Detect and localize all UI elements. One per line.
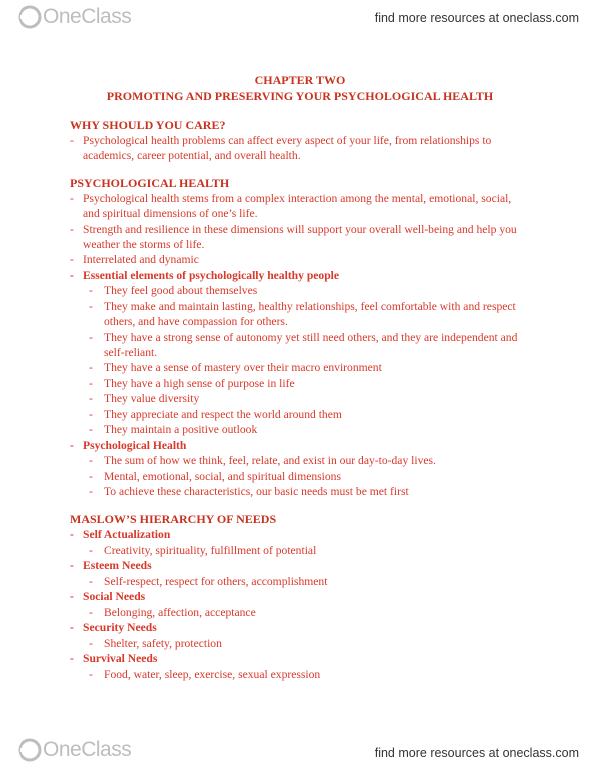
need-title-esteem: - Esteem Needs: [70, 559, 152, 573]
list-item: - Psychological health problems can affect every aspect of your life, from relationships to academics, career potential, and overall health.: [70, 134, 492, 163]
subheading-essential-elements: - Essential elements of psychologically healthy people: [70, 268, 340, 282]
need-title-security: - Security Needs: [70, 621, 157, 635]
chapter-subtitle: PROMOTING AND PRESERVING YOUR PSYCHOLOGICAL HEALTH: [106, 89, 494, 103]
document-body: [70, 72, 530, 682]
need-title-survival: - Survival Needs: [70, 652, 158, 666]
need-detail: - Belonging, affection, acceptance: [89, 605, 256, 619]
need-detail: - Creativity, spirituality, fulfillment of potential: [89, 543, 317, 557]
logo-text: OneClass: [43, 5, 132, 28]
oneclass-logo-footer[interactable]: [18, 738, 131, 762]
section-heading-psych-health: PSYCHOLOGICAL HEALTH: [70, 175, 230, 190]
list-item: - Strength and resilience in these dimensions will support your overall well-being and help you weather the storms of life.: [70, 222, 517, 252]
list-item: - Interrelated and dynamic: [70, 253, 199, 267]
list-item: - Psychological health stems from a complex interaction among the mental, emotional, social, and spiritual dimensions of one’s life.: [70, 191, 512, 221]
need-title-self-actualization: - Self Actualization: [70, 528, 171, 542]
oneclass-logo[interactable]: [18, 5, 131, 29]
sub-list-item: - They have a high sense of purpose in life: [89, 376, 295, 390]
need-title-social: - Social Needs: [70, 590, 146, 604]
oneclass-logo-icon: [18, 738, 42, 762]
sub-list-item: - The sum of how we think, feel, relate, and exist in our day-to-day lives.: [89, 454, 436, 468]
need-detail: - Self-respect, respect for others, accomplishment: [89, 574, 328, 588]
sub-list-item: - They feel good about themselves: [89, 284, 258, 298]
section-heading-maslow: MASLOW’S HIERARCHY OF NEEDS: [70, 512, 277, 527]
need-detail: - Food, water, sleep, exercise, sexual expression: [89, 667, 321, 681]
need-detail: - Shelter, safety, protection: [89, 636, 222, 650]
sub-list-item: - They have a strong sense of autonomy yet still need others, and they are independent and self-reliant.: [89, 330, 518, 360]
sub-list-item: - Mental, emotional, social, and spiritual dimensions: [89, 469, 341, 483]
logo-text: OneClass: [43, 738, 132, 761]
find-more-link[interactable]: find more resources at oneclass.com: [374, 11, 579, 25]
sub-list-item: - They have a sense of mastery over their macro environment: [89, 361, 382, 375]
sub-list-item: - They value diversity: [89, 392, 200, 406]
chapter-title: CHAPTER TWO: [254, 73, 346, 87]
oneclass-logo-icon: [18, 5, 42, 29]
sub-list-item: - They appreciate and respect the world around them: [89, 407, 342, 421]
sub-list-item: - To achieve these characteristics, our basic needs must be met first: [89, 484, 409, 498]
subheading-psychological-health: - Psychological Health: [70, 438, 187, 452]
sub-list-item: - They maintain a positive outlook: [89, 423, 258, 437]
find-more-link-footer[interactable]: find more resources at oneclass.com: [374, 746, 579, 760]
sub-list-item: - They make and maintain lasting, healthy relationships, feel comfortable with and respect others, and have compassion for others.: [89, 299, 516, 329]
section-heading-why: WHY SHOULD YOU CARE?: [70, 118, 226, 132]
